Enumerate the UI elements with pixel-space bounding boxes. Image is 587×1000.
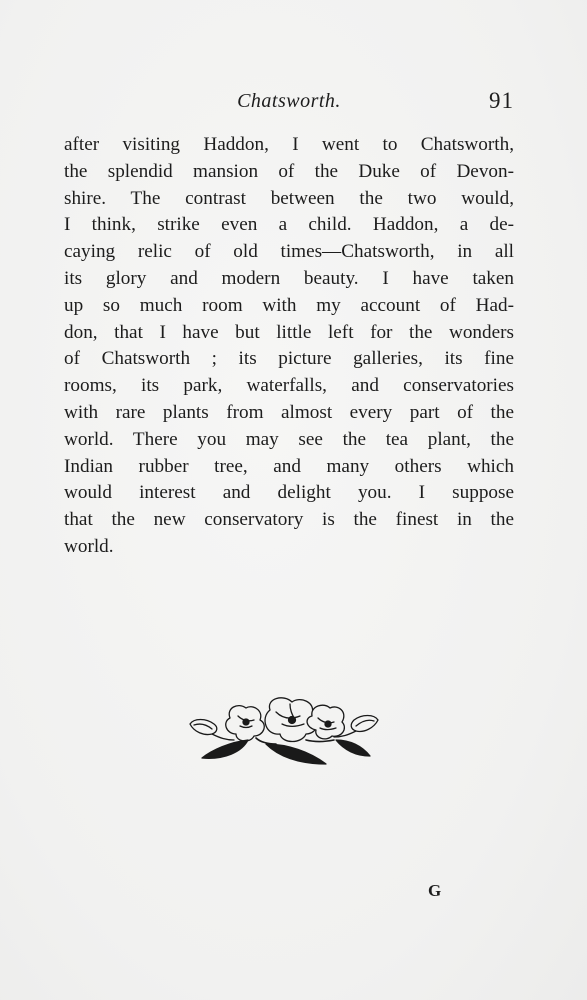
text-line: the splendid mansion of the Duke of Devon-: [64, 160, 514, 182]
text-line: Indian rubber tree, and many others which: [64, 455, 514, 477]
page-number: 91: [489, 88, 514, 113]
text-line: shire. The contrast between the two would,: [64, 187, 514, 209]
signature-mark: G: [428, 881, 442, 900]
text-line: its glory and modern beauty. I have taken: [64, 267, 514, 289]
text-line: after visiting Haddon, I went to Chatsworth,: [64, 134, 514, 155]
text-line: world.: [64, 535, 114, 557]
text-line: of Chatsworth ; its picture galleries, its fine: [64, 348, 514, 370]
text-line: up so much room with my account of Had-: [64, 294, 514, 316]
running-head: [64, 88, 514, 116]
text-line: that the new conservatory is the finest in the: [64, 509, 514, 531]
text-line: would interest and delight you. I suppose: [64, 482, 514, 504]
text-line: rooms, its park, waterfalls, and conservatories: [64, 375, 514, 397]
body-text: [64, 132, 514, 561]
floral-ornament-icon: [186, 694, 382, 768]
running-title: Chatsworth.: [237, 90, 341, 112]
text-line: don, that I have but little left for the wonders: [64, 321, 514, 343]
text-line: caying relic of old times—Chatsworth, in all: [64, 241, 514, 263]
text-line: world. There you may see the tea plant, the: [64, 428, 514, 450]
text-line: with rare plants from almost every part of the: [64, 401, 514, 423]
text-line: I think, strike even a child. Haddon, a de-: [64, 214, 514, 236]
